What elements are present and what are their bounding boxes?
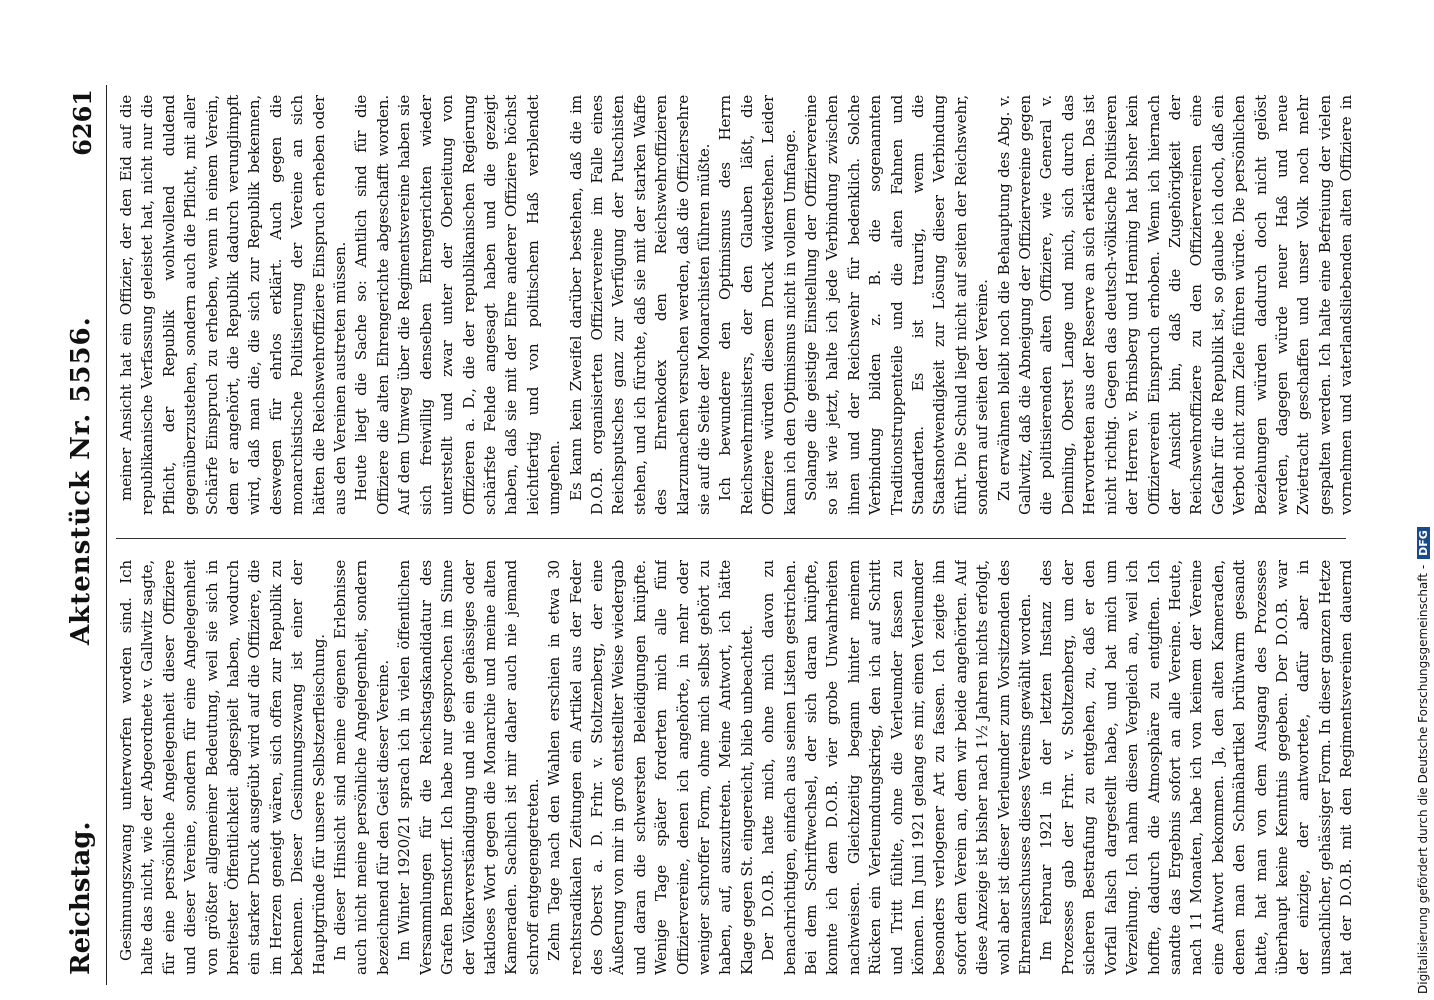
- header-title: Aktenstück Nr. 5556.: [66, 316, 96, 645]
- paragraph: meiner Ansicht hat ein Offizier, der den Eid auf die republikanische Verfassung geleistet hat, nicht nur die Pflicht, der Republik wohlwollend duldend gegenüberzustehen, sondern auch die Pflicht, mit aller Schärfe Einspruch zu erheben, wenn in einem Verein, dem er angehört, die Republik dadurch verunglimpft wird, daß man die, die sich zur Republik bekennen, deswegen für ehrlos erklärt. Auch gegen die monarchistische Politisierung der Vereine an sich hätten die Reichswehroffiziere Einspruch erheben oder aus den Vereinen austreten müssen.: [117, 95, 350, 515]
- header-left: Reichstag.: [66, 821, 96, 975]
- digitization-note: [1416, 394, 1434, 994]
- text-column-left: [116, 560, 1356, 975]
- column-divider: [116, 538, 1346, 539]
- paragraph: Zu erwähnen bleibt noch die Behauptung des Abg. v. Gallwitz, daß die Abneigung der Offiziervereine gegen die politisierenden alten Offiziere, wie General v. Deimling, Oberst Lange und mich, sich durch das Hervortreten aus der Reserve an sich erklären. Das ist nicht richtig. Gegen das deutsch-völkische Politisieren der Herren v. Brinsberg und Henning hat bisher kein Offizierverein Einspruch erhoben. Wenn ich hiernach der Ansicht bin, daß die Zugehörigkeit der Reichswehroffiziere zu den Offiziervereinen eine Gefahr für die Republik ist, so glaube ich doch, daß ein Verbot nicht zum Ziele führen würde. Die persönlichen Beziehungen würden dadurch doch nicht gelöst werden, dagegen würde neuer Haß und neue Zwietracht geschaffen und unser Volk noch mehr gespalten werden. Ich halte eine Befreiung der vielen vornehmen und vaterlandsliebenden alten Offiziere in: [994, 95, 1356, 515]
- page-header: [60, 85, 107, 985]
- text-column-right: [116, 95, 1356, 515]
- paragraph: Im Winter 1920/21 sprach ich in vielen öffentlichen Versammlungen für die Reichstagskandidatur des Grafen Bernstorff. Ich habe nur gesprochen im Sinne der Völkerverständigung und nie ein gehässiges oder taktloses Wort gegen die Monarchie und meine alten Kameraden. Sachlich ist mir daher auch nie jemand schroff entgegengetreten.: [395, 560, 542, 975]
- digitization-note-text: Digitalisierung gefördert durch die Deutsche Forschungsgemeinschaft -: [1416, 564, 1430, 994]
- paragraph: Im Februar 1921 in der letzten Instanz des Prozesses gab der Frhr. v. Stoltzenberg, um der sicheren Bestrafung zu entgehen, zu, daß er den Vorfall falsch dargestellt habe, und bat mich um Verzeihung. Ich nahm diesen Vergleich an, weil ich hoffte, dadurch die Atmosphäre zu entgiften. Ich sandte das Ergebnis sofort an alle Vereine. Heute, nach 11 Monaten, habe ich von keinem der Vereine eine Antwort bekommen. Ja, den alten Kameraden, denen man den Schmähartikel brühwarm gesandt hatte, hat man von dem Ausgang des Prozesses überhaupt keine Kenntnis gegeben. Der D.O.B. war der einzige, der antwortete, dafür aber in unsachlicher, gehässiger Form. In dieser ganzen Hetze hat der D.O.B. mit den Regimentsvereinen dauernd: [1037, 560, 1356, 975]
- page-number: 6261: [68, 89, 97, 156]
- paragraph: Zehn Tage nach den Wahlen erschien in etwa 30 rechtsradikalen Zeitungen ein Artikel aus der Feder des Oberst a. D. Frhr. v. Stoltzenberg, der eine Äußerung von mir in groß entstellter Weise wiedergab und daran die schwersten Beleidigungen knüpfte. Wenige Tage später forderten mich alle fünf Offiziervereine, denen ich angehörte, in mehr oder weniger schroffer Form, ohne mich selbst gehört zu haben, auf, auszutreten. Meine Antwort, ich hätte Klage gegen St. eingereicht, blieb unbeachtet.: [545, 560, 756, 975]
- paragraph: In dieser Hinsicht sind meine eigenen Erlebnisse auch nicht meine persönliche Angelegenheit, sondern bezeichnend für den Geist dieser Vereine.: [331, 560, 392, 975]
- paragraph: Der D.O.B. hatte mich, ohne mich davon zu benachrichtigen, einfach aus seinen Listen gestrichen. Bei dem Schriftwechsel, der sich daran knüpfte, konnte ich dem D.O.B. vier grobe Unwahrheiten nachweisen. Gleichzeitig begann hinter meinem Rücken ein Verleumdungskrieg, den ich auf Schritt und Tritt fühlte, ohne die Verleumder fassen zu können. Im Juni 1921 gelang es mir, einen Verleumder besonders verlogener Art zu fassen. Ich zeigte ihn sofort dem Verein an, dem wir beide angehörten. Auf diese Anzeige ist bisher nach 1½ Jahren nichts erfolgt, wohl aber ist dieser Verleumder zum Vorsitzenden des Ehrenausschusses dieses Vereins gewählt worden.: [759, 560, 1035, 975]
- paragraph: Gesinnungszwang unterworfen worden sind. Ich halte das nicht, wie der Abgeordnete v. Gallwitz sagte, für eine persönliche Angelegenheit dieser Offiziere und dieser Vereine, sondern für eine Angelegenheit von größter allgemeiner Bedeutung, weil sie sich in breitester Öffentlichkeit abgespielt haben, wodurch ein starker Druck ausgeübt wird auf die Offiziere, die im Herzen geneigt wären, sich offen zur Republik zu bekennen. Dieser Gesinnungszwang ist einer der Hauptgründe für unsere Selbstzerfleischung.: [117, 560, 328, 975]
- paragraph: Solange die geistige Einstellung der Offiziervereine so ist wie jetzt, halte ich jede Verbindung zwischen ihnen und der Reichswehr für bedenklich. Solche Verbindung bilden z. B. die sogenannten Traditionstruppenteile und die alten Fahnen und Standarten. Es ist traurig, wenn die Staatsnotwendigkeit zur Lösung dieser Verbindung führt. Die Schuld liegt nicht auf seiten der Reichswehr, sondern auf seiten der Vereine.: [802, 95, 992, 515]
- paragraph: Es kann kein Zweifel darüber bestehen, daß die im D.O.B. organisierten Offiziervereine im Falle eines Reichsputsches ganz zur Verfügung der Putschisten stehen, und ich fürchte, daß sie mit der starken Waffe des Ehrenkodex den Reichswehroffizieren klarzumachen versuchen werden, daß die Offiziersehre sie auf die Seite der Monarchisten führen müßte.: [566, 95, 713, 515]
- paragraph: Ich bewundere den Optimismus des Herrn Reichswehrministers, der den Glauben läßt, die Offiziere würden diesem Druck widerstehen. Leider kann ich den Optimismus nicht in vollem Umfange.: [716, 95, 799, 515]
- paragraph: Heute liegt die Sache so: Amtlich sind für die Offiziere die alten Ehrengerichte abgeschafft worden. Auf dem Umweg über die Regimentsvereine haben sie sich freiwillig denselben Ehrengerichten wieder unterstellt und zwar unter der Oberleitung von Offizieren a. D., die der republikanischen Regierung schärfste Fehde angesagt haben und die gezeigt haben, daß sie mit der Ehre anderer Offiziere höchst leichtfertig und von politischem Haß verblendet umgehen.: [352, 95, 564, 515]
- rotated-page: [60, 85, 1360, 985]
- dfg-logo: DFG: [1417, 527, 1430, 559]
